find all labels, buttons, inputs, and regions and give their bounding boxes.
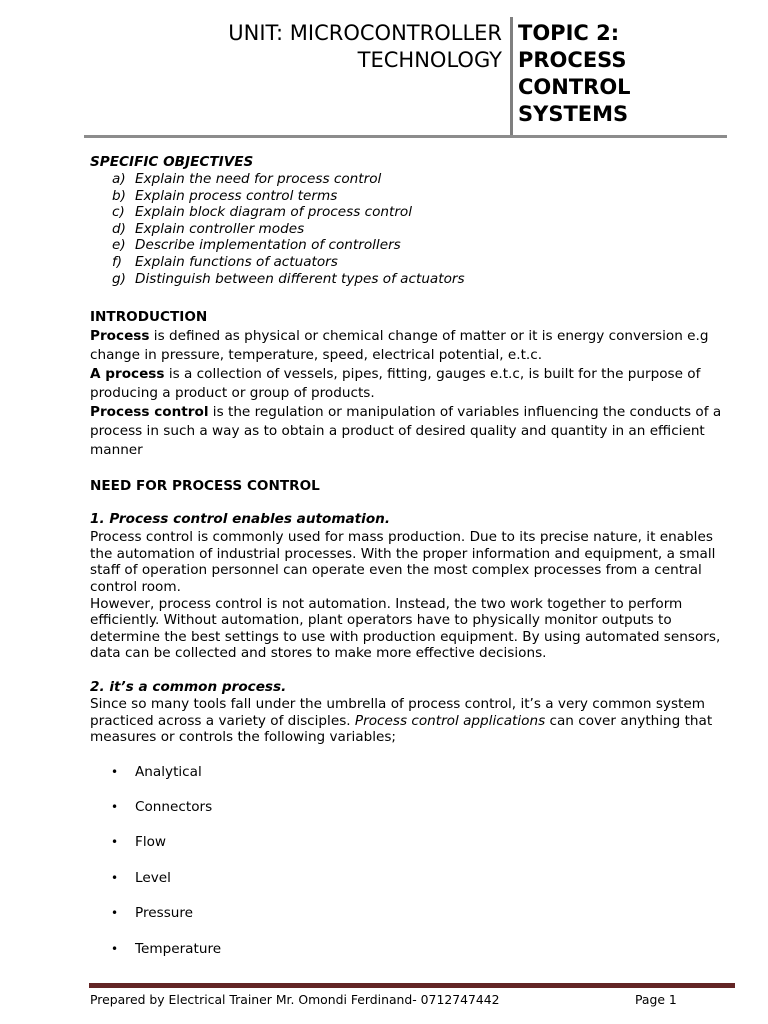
introduction-heading: INTRODUCTION: [90, 309, 208, 326]
a-process-definition-text: is a collection of vessels, pipes, fitting, gauges e.t.c, is built for the purpose of producing a product or group of products.: [90, 366, 701, 402]
document-body: [90, 154, 738, 975]
variable-label: Analytical: [135, 763, 202, 780]
topic-line: PROCESS: [518, 48, 627, 72]
subheading-automation: 1. Process control enables automation.: [90, 511, 391, 528]
objective-marker: d): [112, 220, 126, 237]
variable-item: [90, 833, 738, 868]
a-process-definition: [90, 365, 738, 403]
bullet-icon: •: [111, 906, 119, 921]
variable-label: Temperature: [135, 940, 222, 957]
objective-text: Explain functions of actuators: [135, 253, 338, 270]
process-control-definition: [90, 403, 738, 460]
objective-item: [90, 171, 738, 188]
topic-title: [518, 20, 758, 128]
bullet-icon: •: [111, 764, 119, 779]
variable-label: Level: [135, 869, 171, 886]
topic-line: CONTROL: [518, 75, 631, 99]
unit-title-line1: UNIT: MICROCONTROLLER: [228, 21, 502, 45]
objective-text: Explain block diagram of process control: [135, 204, 413, 221]
common-process-text-a: Since so many tools fall under the umbrella of process control, it’s a very common system practiced across a variety of disciples.: [90, 695, 705, 729]
objective-item: [90, 271, 738, 288]
objectives-heading: SPECIFIC OBJECTIVES: [90, 154, 254, 170]
objective-item: [90, 237, 738, 254]
subheading-common-process: 2. it’s a common process.: [90, 678, 287, 695]
objective-item: [90, 254, 738, 271]
bullet-icon: •: [111, 870, 119, 885]
process-term: Process: [90, 328, 150, 345]
footer-rule: [89, 983, 735, 988]
objective-marker: f): [112, 253, 123, 270]
common-process-emphasis: Process control applications: [354, 712, 546, 729]
a-process-term: A process: [90, 366, 165, 383]
objective-text: Distinguish between different types of actuators: [135, 270, 465, 287]
objective-item: [90, 221, 738, 238]
process-definition-text: is defined as physical or chemical change of matter or it is energy conversion e.g change in pressure, temperature, speed, electrical potential, e.t.c.: [90, 328, 709, 364]
automation-paragraph-2: However, process control is not automation. Instead, the two work together to perform efficiently. Without automation, plant operators have to physically monitor outputs to determine the best settings to use with production equipment. By using automated sensors, data can be collected and stores to make more effective decisions.: [90, 595, 721, 662]
automation-paragraph-1: Process control is commonly used for mass production. Due to its precise nature, it enables the automation of industrial processes. With the proper information and equipment, a small staff of operation personnel can operate even the most complex processes from a central control room.: [90, 529, 716, 595]
objective-text: Explain the need for process control: [135, 171, 382, 187]
variable-item: [90, 763, 738, 798]
need-heading: NEED FOR PROCESS CONTROL: [90, 478, 320, 495]
need-section: [90, 478, 738, 975]
unit-title: [102, 20, 502, 74]
topic-line: SYSTEMS: [518, 102, 629, 126]
objective-marker: b): [112, 187, 126, 204]
objective-text: Explain process control terms: [135, 187, 338, 204]
common-process-paragraph: [90, 696, 738, 746]
variable-label: Connectors: [135, 799, 213, 816]
bullet-icon: •: [111, 800, 119, 815]
bullet-icon: •: [111, 941, 119, 956]
process-control-term: Process control: [90, 404, 209, 421]
header-divider: [510, 17, 513, 136]
objective-marker: a): [112, 171, 126, 187]
objective-text: Explain controller modes: [135, 220, 305, 237]
topic-line: TOPIC 2:: [518, 21, 620, 45]
variable-item: [90, 940, 738, 975]
objective-item: [90, 188, 738, 205]
objective-item: [90, 204, 738, 221]
process-definition: [90, 327, 738, 365]
objective-marker: c): [112, 204, 125, 221]
process-control-definition-text: is the regulation or manipulation of variables influencing the conducts of a process in such a way as to obtain a product of desired quality and quantity in an efficient manner: [90, 404, 722, 459]
page-number: Page 1: [635, 992, 677, 1007]
bullet-icon: •: [111, 835, 119, 850]
introduction-section: [90, 308, 738, 460]
variable-item: [90, 869, 738, 904]
unit-title-line2: TECHNOLOGY: [357, 48, 502, 72]
common-process-text-b: can cover anything that measures or controls the following variables;: [90, 712, 713, 746]
objective-marker: e): [112, 237, 126, 254]
variables-list: [90, 763, 738, 975]
objective-marker: g): [112, 270, 126, 287]
footer-author: Prepared by Electrical Trainer Mr. Omondi Ferdinand- 0712747442: [90, 992, 500, 1007]
objective-text: Describe implementation of controllers: [135, 237, 401, 254]
variable-item: [90, 904, 738, 939]
header-rule: [84, 135, 727, 138]
variable-label: Pressure: [135, 905, 194, 922]
variable-label: Flow: [135, 834, 167, 851]
variable-item: [90, 798, 738, 833]
objectives-list: [90, 171, 738, 287]
